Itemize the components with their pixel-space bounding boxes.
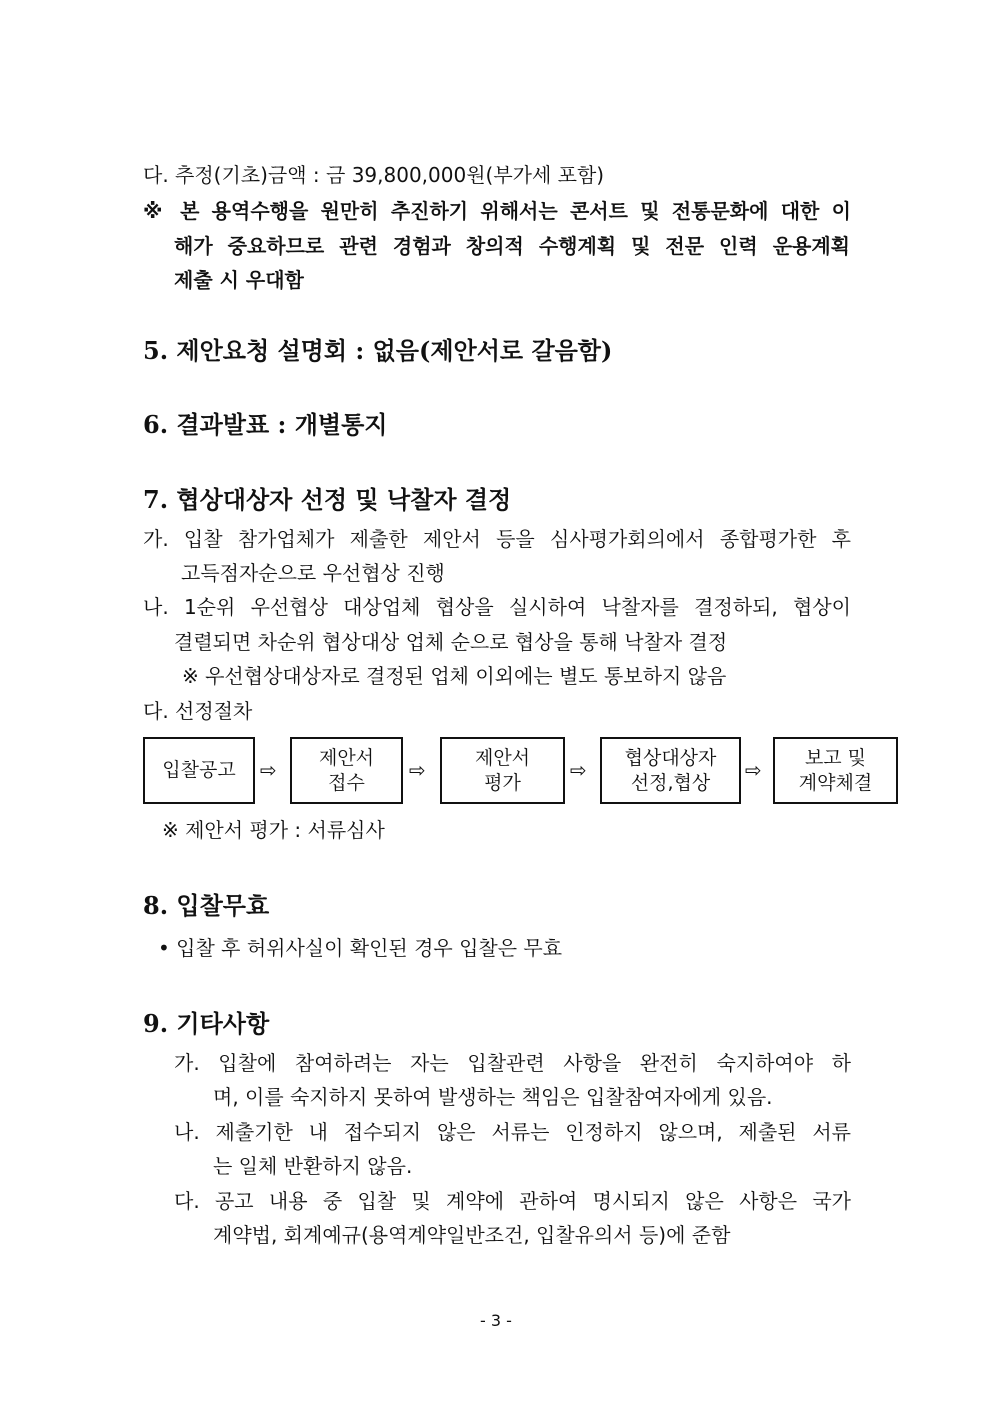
flow-note: ※ 제안서 평가 : 서류심사 bbox=[162, 818, 385, 842]
section-7-heading: 7. 협상대상자 선정 및 낙찰자 결정 bbox=[143, 485, 512, 514]
s7-na-line2: 결렬되면 차순위 협상대상 업체 순으로 협상을 통해 낙찰자 결정 bbox=[174, 630, 728, 654]
flow-step-label: 선정,협상 bbox=[630, 771, 711, 794]
flow-step-bid-notice bbox=[143, 737, 255, 804]
preference-note-line1: ※ 본 용역수행을 원만히 추진하기 위해서는 콘서트 및 전통문화에 대한 이 bbox=[143, 199, 851, 223]
flow-step-label: 보고 및 bbox=[804, 746, 867, 769]
flow-step-label: 평가 bbox=[484, 771, 521, 794]
flow-step-contract bbox=[773, 737, 898, 804]
preference-note-line2: 해가 중요하므로 관련 경험과 창의적 수행계획 및 전문 인력 운용계획 bbox=[174, 234, 850, 258]
flow-arrow-icon: ⇨ bbox=[260, 758, 277, 782]
section-9-heading: 9. 기타사항 bbox=[143, 1009, 270, 1038]
s9-da-line1: 다. 공고 내용 중 입찰 및 계약에 관하여 명시되지 않은 사항은 국가 bbox=[174, 1189, 851, 1213]
preference-note-line3: 제출 시 우대함 bbox=[174, 268, 304, 292]
s7-da-heading: 다. 선정절차 bbox=[143, 699, 253, 723]
flow-step-label: 입찰공고 bbox=[162, 759, 236, 781]
s9-da-line2: 계약법, 회계예규(용역계약일반조건, 입찰유의서 등)에 준함 bbox=[213, 1223, 731, 1247]
section-5-heading: 5. 제안요청 설명회 : 없음(제안서로 갈음함) bbox=[143, 336, 613, 365]
flow-step-proposal-evaluation bbox=[440, 737, 565, 804]
flow-step-proposal-receipt bbox=[290, 737, 403, 804]
s9-na-line2: 는 일체 반환하지 않음. bbox=[213, 1154, 413, 1178]
s7-na-line1: 나. 1순위 우선협상 대상업체 협상을 실시하여 낙찰자를 결정하되, 협상이 bbox=[143, 595, 851, 619]
s7-na-note: ※ 우선협상대상자로 결정된 업체 이외에는 별도 통보하지 않음 bbox=[182, 664, 727, 688]
section-8-heading: 8. 입찰무효 bbox=[143, 891, 270, 920]
flow-arrow-icon: ⇨ bbox=[570, 758, 587, 782]
flow-arrow-icon: ⇨ bbox=[745, 758, 762, 782]
section-6-heading: 6. 결과발표 : 개별통지 bbox=[143, 410, 388, 439]
flow-step-label: 제안서 bbox=[474, 746, 531, 769]
flow-step-label: 접수 bbox=[328, 771, 365, 794]
page-number: - 3 - bbox=[480, 1311, 512, 1330]
s9-ga-line1: 가. 입찰에 참여하려는 자는 입찰관련 사항을 완전히 숙지하여야 하 bbox=[174, 1051, 851, 1075]
s7-ga-line2: 고득점자순으로 우선협상 진행 bbox=[181, 561, 445, 585]
s9-ga-line2: 며, 이를 숙지하지 못하여 발생하는 책임은 입찰참여자에게 있음. bbox=[213, 1085, 773, 1109]
s8-bullet: • 입찰 후 허위사실이 확인된 경우 입찰은 무효 bbox=[158, 936, 563, 960]
flow-step-label: 협상대상자 bbox=[624, 746, 717, 769]
flow-arrow-icon: ⇨ bbox=[409, 758, 426, 782]
s7-ga-line1: 가. 입찰 참가업체가 제출한 제안서 등을 심사평가회의에서 종합평가한 후 bbox=[143, 527, 851, 551]
flow-step-label: 계약체결 bbox=[798, 771, 873, 794]
flow-step-label: 제안서 bbox=[318, 746, 375, 769]
s9-na-line1: 나. 제출기한 내 접수되지 않은 서류는 인정하지 않으며, 제출된 서류 bbox=[174, 1120, 851, 1144]
flow-step-negotiation bbox=[600, 737, 741, 804]
estimated-price: 다. 추정(기초)금액 : 금 39,800,000원(부가세 포함) bbox=[143, 163, 605, 187]
